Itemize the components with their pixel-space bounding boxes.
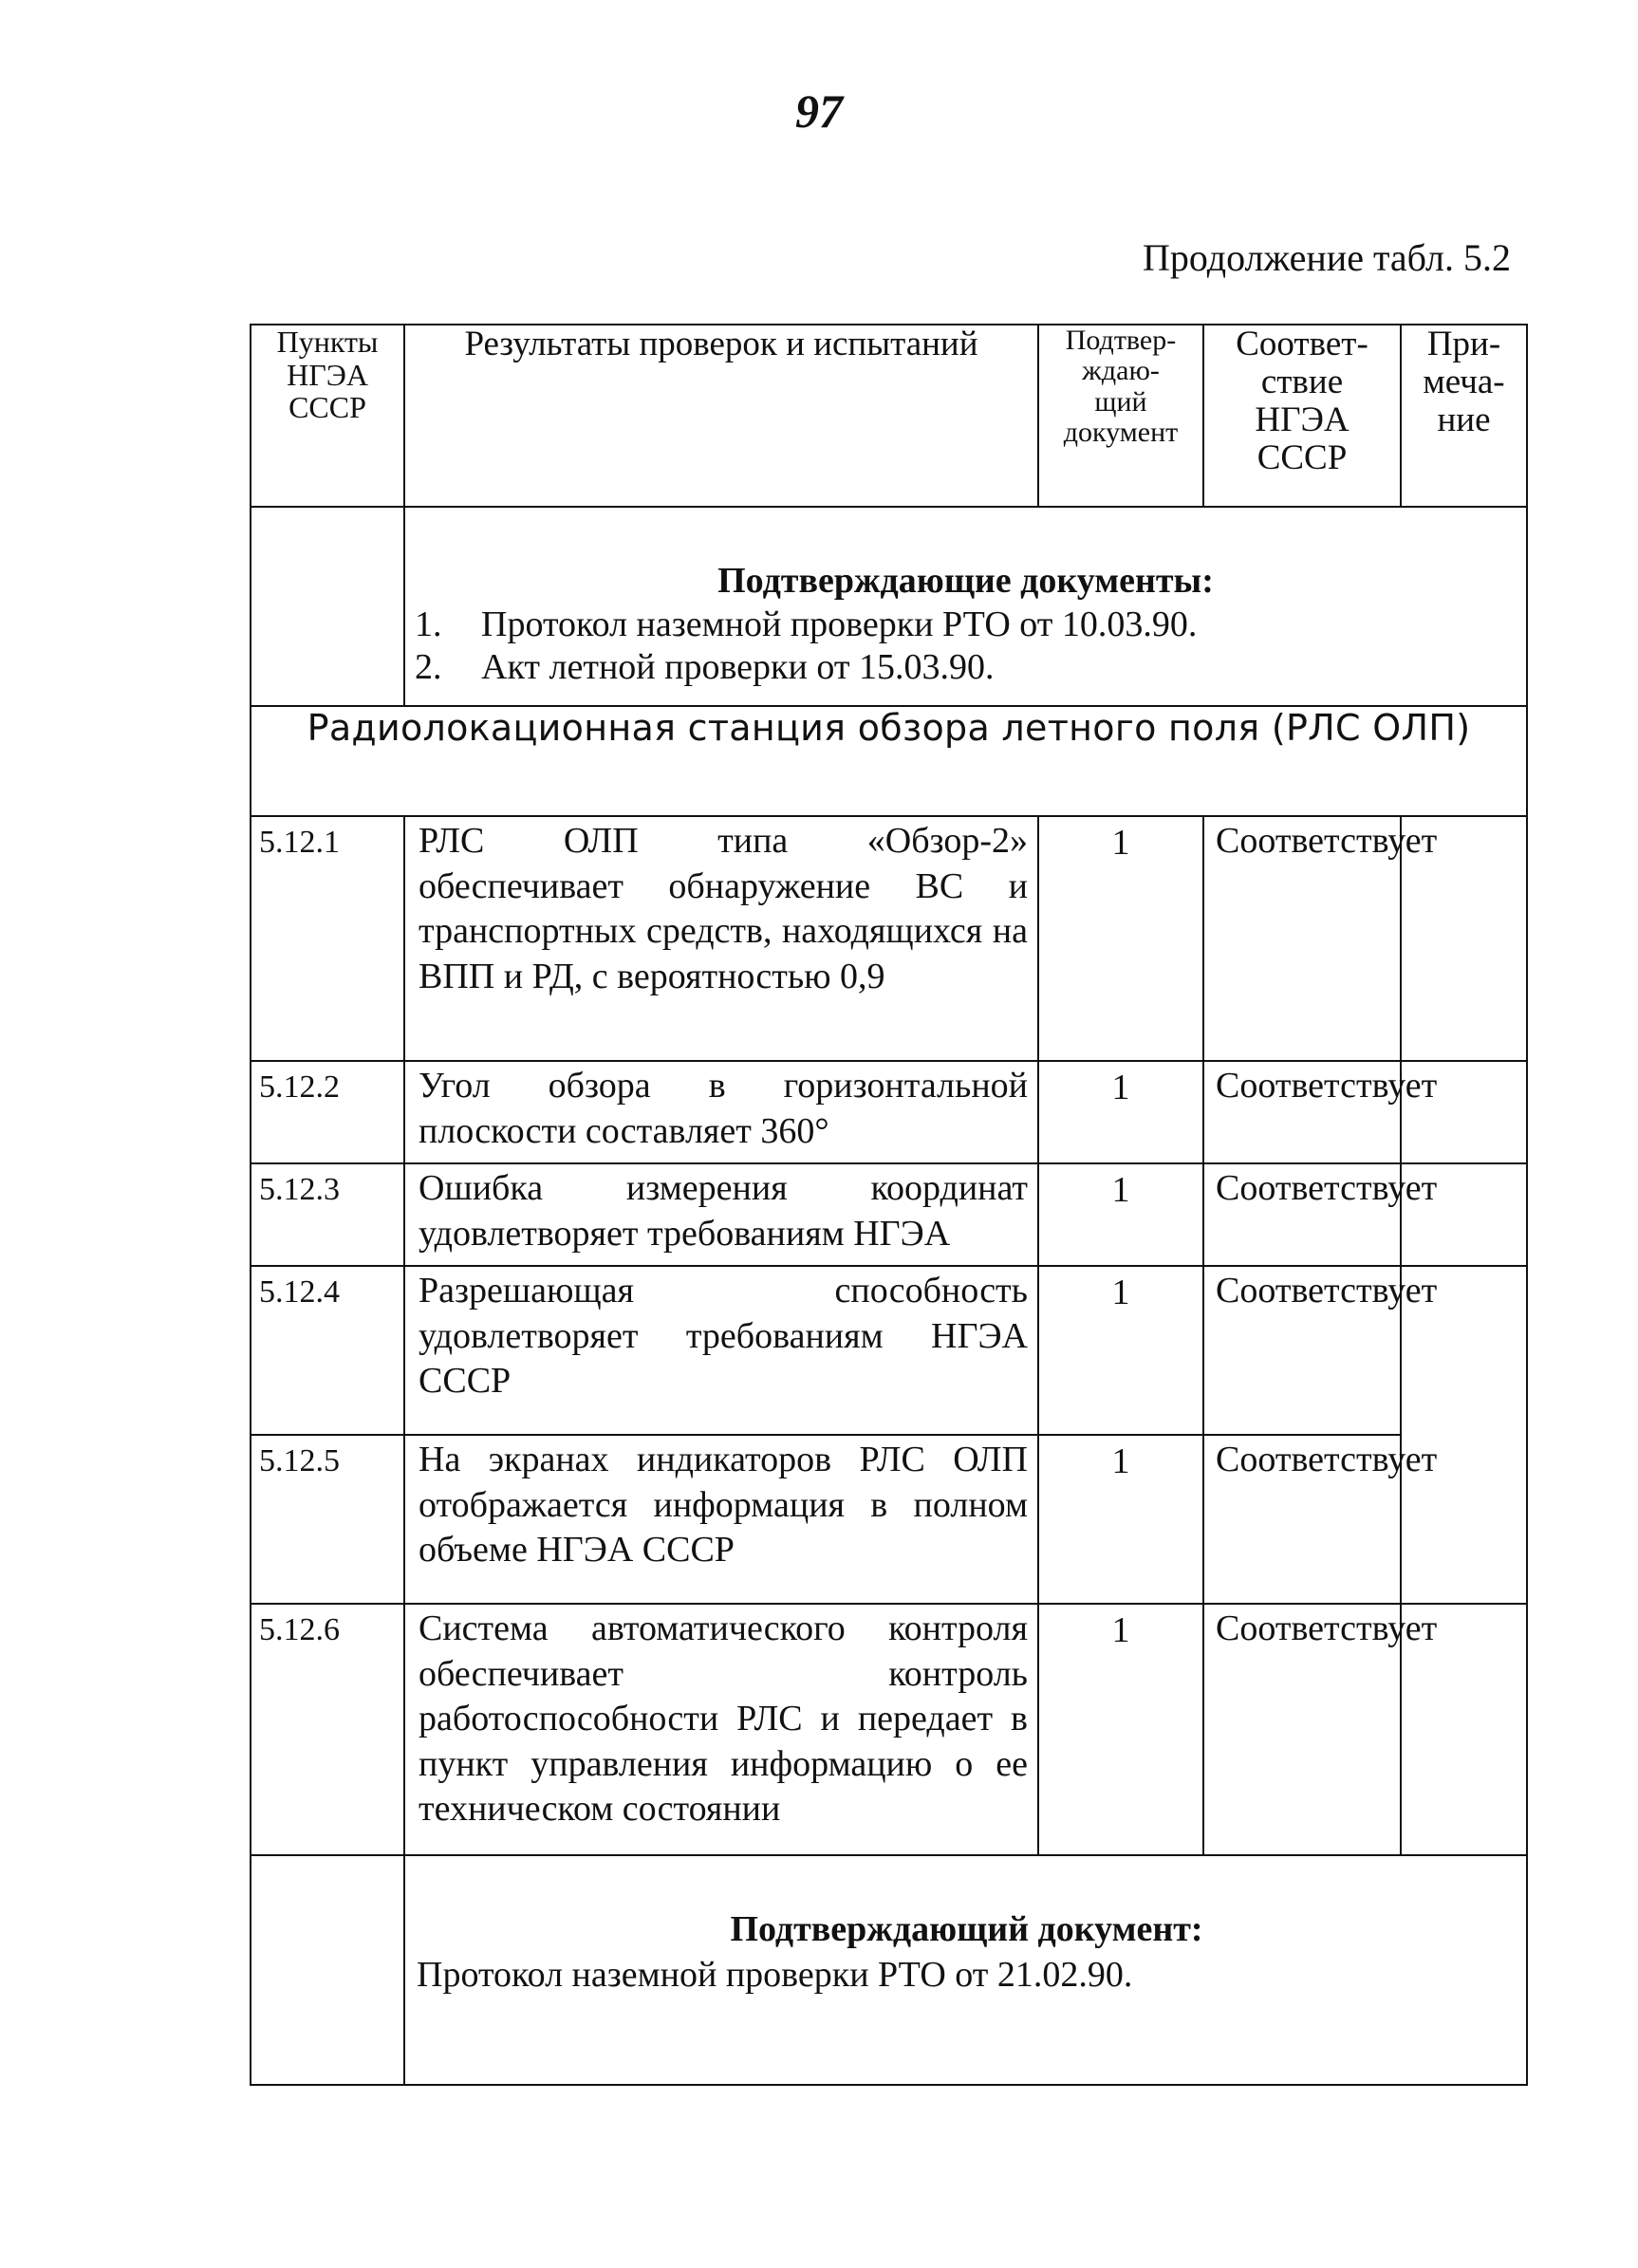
conformity-status: Соответствует: [1203, 1435, 1401, 1604]
document-number: 1: [1038, 1604, 1203, 1855]
header-results-column: Результаты проверок и испытаний: [404, 325, 1038, 507]
table-row: [251, 1266, 1527, 1435]
supporting-documents-row: [251, 507, 1527, 706]
table-continuation-label: Продолжение табл. 5.2: [1143, 236, 1511, 279]
table-row: [251, 816, 1527, 1061]
item-number: 5.12.3: [251, 1163, 404, 1266]
conformity-status: Соответствует: [1203, 1163, 1401, 1266]
supporting-documents-title: Подтверждающие документы:: [717, 561, 1214, 601]
final-document-row: [251, 1855, 1527, 2085]
header-document-column: Подтвер- ждаю- щий документ: [1038, 325, 1203, 507]
page-number: 97: [795, 84, 843, 138]
conformity-status: Соответствует: [1203, 1266, 1401, 1435]
header-conformity-column: Соответ- ствие НГЭА СССР: [1203, 325, 1401, 507]
table-row: [251, 1163, 1527, 1266]
result-text: На экранах индикаторов РЛС ОЛП отображается информация в полном объеме НГЭА СССР: [404, 1435, 1038, 1604]
supporting-documents-list: [415, 604, 1517, 690]
supporting-document-title: Подтверждающий документ:: [730, 1909, 1203, 1949]
list-item: 1. Протокол наземной проверки РТО от 10.03.90.: [415, 604, 1198, 644]
document-number: 1: [1038, 1163, 1203, 1266]
item-number: 5.12.4: [251, 1266, 404, 1435]
item-number: 5.12.2: [251, 1061, 404, 1163]
item-number: 5.12.6: [251, 1604, 404, 1855]
table-row: [251, 1435, 1527, 1604]
list-item: 2. Акт летной проверки от 15.03.90.: [415, 647, 995, 688]
document-number: 1: [1038, 1266, 1203, 1435]
item-number: 5.12.5: [251, 1435, 404, 1604]
conformity-status: Соответствует: [1203, 816, 1401, 1061]
result-text: РЛС ОЛП типа «Обзор-2» обеспечивает обнаружение ВС и транспортных средств, находящихся на ВПП и РД, с вероятностью 0,9: [404, 816, 1038, 1061]
supporting-documents-cell: [404, 507, 1527, 706]
table-row: [251, 1061, 1527, 1163]
table-header-row: [251, 325, 1527, 507]
header-item-column: Пункты НГЭА СССР: [251, 325, 404, 507]
result-text: Ошибка измерения координат удовлетворяет требованиям НГЭА: [404, 1163, 1038, 1266]
document-number: 1: [1038, 816, 1203, 1061]
section-heading-row: [251, 706, 1527, 816]
supporting-document-cell: [404, 1855, 1527, 2085]
result-text: Разрешающая способность удовлетворяет требованиям НГЭА СССР: [404, 1266, 1038, 1435]
item-number: 5.12.1: [251, 816, 404, 1061]
result-text: Система автоматического контроля обеспечивает контроль работоспособности РЛС и передает в пункт управления информацию о ее техническом состоянии: [404, 1604, 1038, 1855]
empty-item-cell: [251, 507, 404, 706]
note-cell: [1401, 1266, 1527, 1604]
document-number: 1: [1038, 1061, 1203, 1163]
empty-item-cell: [251, 1855, 404, 2085]
header-note-column: При- меча- ние: [1401, 325, 1527, 507]
conformity-status: Соответствует: [1203, 1061, 1401, 1163]
table-row: [251, 1604, 1527, 1855]
section-title: Радиолокационная станция обзора летного поля (РЛС ОЛП): [251, 706, 1527, 816]
conformity-status: Соответствует: [1203, 1604, 1401, 1855]
supporting-document-text: Протокол наземной проверки РТО от 21.02.90.: [417, 1954, 1133, 1995]
result-text: Угол обзора в горизонтальной плоскости составляет 360°: [404, 1061, 1038, 1163]
results-table: [250, 324, 1528, 2086]
document-number: 1: [1038, 1435, 1203, 1604]
